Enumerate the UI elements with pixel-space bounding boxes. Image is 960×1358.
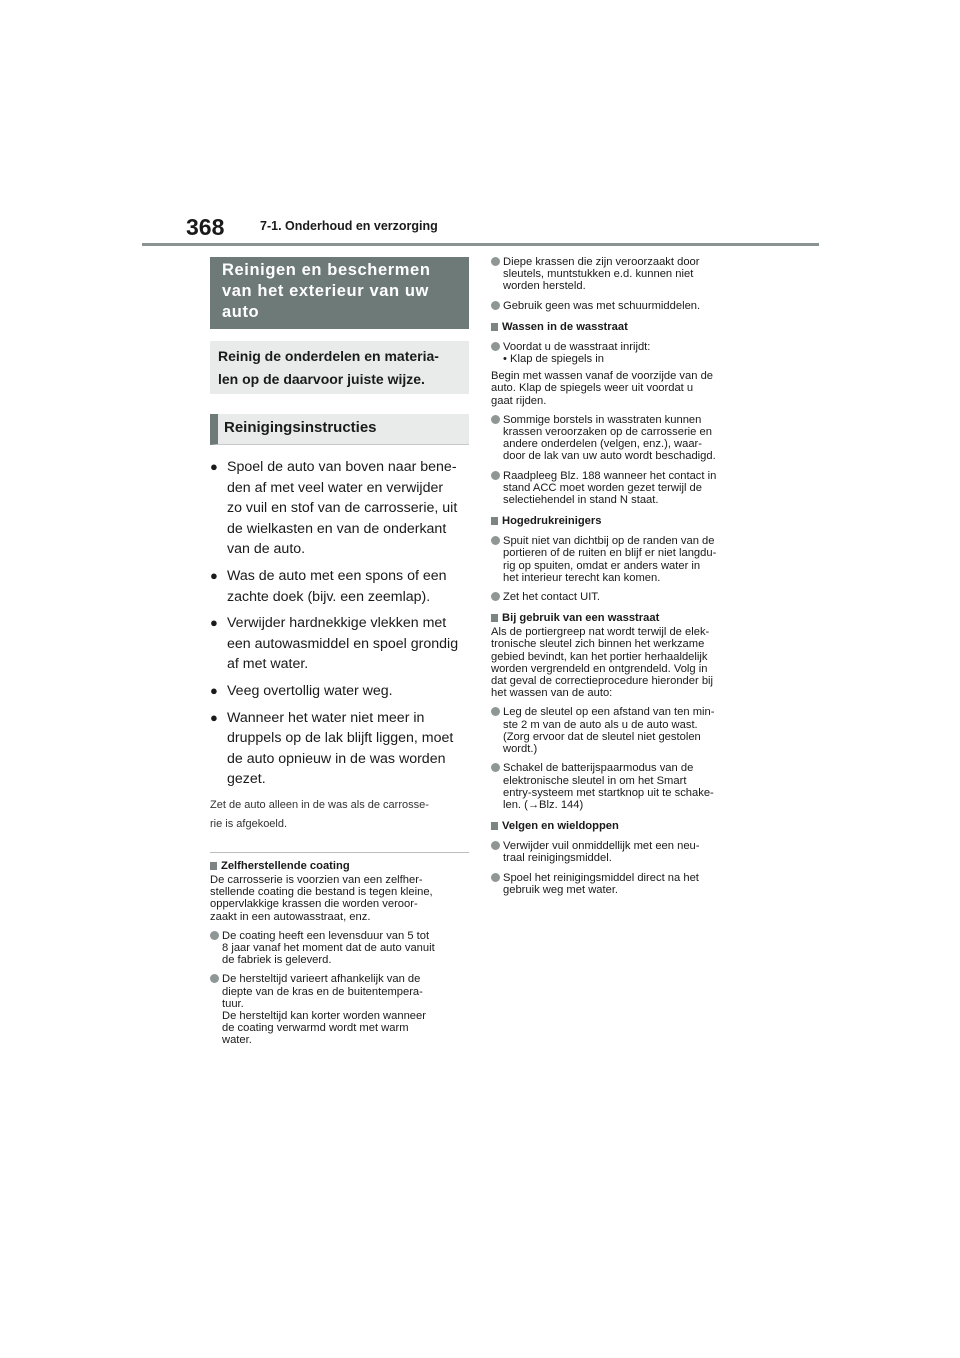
circle-bullet-icon [491,707,500,716]
circle-bullet-icon [491,873,500,882]
coating-paragraph: De carrosserie is voorzien van een zelfher- stellende coating die bestand is tegen kleine, oppervlakkige krassen die worden veroor- zaakt in een autowasstraat, enz. [210,873,433,923]
wash-paragraph: Begin met wassen vanaf de voorzijde van de auto. Klap de spiegels weer uit voordat u gaat rijden. [491,370,714,407]
list-item [210,457,469,560]
line: Spoel de auto van boven naar bene- [227,459,457,475]
line: gezet. [227,771,266,788]
list-item: Leg de sleutel op een afstand van ten min- ste 2 m van de auto als u de auto wast. (Zorg ervoor dat de sleutel niet gestolen wordt.) [491,706,753,755]
square-bullet-icon [491,614,498,622]
circle-bullet-icon [210,974,219,983]
coating-item: De hersteltijd varieert afhankelijk van de diepte van de kras en de buitentempera- tuur. De hersteltijd kan korter worden wanneer de coating verwarmd wordt met warm water. [210,973,469,1046]
line: Zet de auto alleen in de was als de carrosse- [210,798,429,811]
list-item: Zet het contact UIT. [491,591,753,603]
circle-bullet-icon [491,301,500,310]
bullet-icon: ● [210,682,218,698]
right-column [491,256,753,896]
intro-box [210,341,469,394]
bullet-icon: ● [210,709,218,725]
list-item: Diepe krassen die zijn veroorzaakt door sleutels, muntstukken e.d. kunnen niet worden hersteld. [491,256,753,293]
circle-bullet-icon [491,763,500,772]
list-item: Spuit niet van dichtbij op de randen van de portieren of de ruiten en blijf er niet langdu- rig op spuiten, omdat er anders water in het interieur terecht kan komen. [491,535,753,584]
bullet-icon: ● [210,567,218,583]
square-bullet-icon [491,517,498,525]
line: zo vuil en stof van de carrosserie, uit [227,500,458,517]
bullet-icon: ● [210,615,218,631]
list-item [210,681,469,702]
list-item: Voordat u de wasstraat inrijdt: • Klap de spiegels in [491,341,753,365]
list-item [210,708,469,790]
pressure-heading: Hogedrukreinigers [491,514,753,528]
line: Was de auto met een spons of een [227,567,447,584]
line: druppels op de lak blijft liggen, moet [227,730,454,747]
list-item: Spoel het reinigingsmiddel direct na het gebruik weg met water. [491,872,753,896]
divider [210,852,469,853]
list-item: Sommige borstels in wasstraten kunnen krassen veroorzaken op de carrosserie en andere onderdelen (velgen, enz.), waar- door de lak van uw auto wordt beschadigd. [491,414,753,463]
list-item: Verwijder vuil onmiddellijk met een neu- traal reinigingsmiddel. [491,840,753,864]
note [210,796,469,834]
main-heading-line: Reinigen en beschermen [222,261,431,279]
line: den af met veel water en verwijder [227,479,444,496]
wash-heading: Wassen in de wasstraat [491,320,753,334]
line: Veeg overtollig water weg. [227,682,393,699]
circle-bullet-icon [491,415,500,424]
line: rie is afgekoeld. [210,817,288,830]
circle-bullet-icon [491,257,500,266]
instruction-list [210,457,469,790]
line: Wanneer het water niet meer in [227,709,425,726]
wheels-heading: Velgen en wieldoppen [491,819,753,833]
main-heading [210,257,469,329]
carwash-heading: Bij gebruik van een wasstraat [491,611,753,625]
sub-heading: Reinigingsinstructies [210,414,469,445]
square-bullet-icon [491,323,498,331]
line: een autowasmiddel en spoel grondig [227,635,459,652]
intro-line: len op de daarvoor juiste wijze. [218,371,425,387]
left-column [210,257,469,1047]
main-heading-line: auto [222,303,260,321]
list-item: Schakel de batterijspaarmodus van de elektronische sleutel in om het Smart entry-systeem met startknop uit te schake- len. (→Blz. 144) [491,762,753,811]
section-title: 7-1. Onderhoud en verzorging [260,219,438,233]
coating-item: De coating heeft een levensduur van 5 tot 8 jaar vanaf het moment dat de auto vanuit de fabriek is geleverd. [210,930,469,967]
list-item [210,613,469,675]
circle-bullet-icon [491,592,500,601]
main-heading-line: van het exterieur van uw [222,282,429,300]
square-bullet-icon [491,822,498,830]
coating-heading: Zelfherstellende coating [210,859,469,873]
header-rule [142,243,819,246]
list-item [210,566,469,607]
circle-bullet-icon [210,931,219,940]
carwash-paragraph: Als de portiergreep nat wordt terwijl de elek- tronische sleutel zich binnen het werkzame gebied bevindt, kan het portier herhaaldelijk worden vergrendeld en ontgrendeld. Volg in dat geval de correctieprocedure hieronder bij het wassen van de auto: [491,626,714,700]
line: de auto opnieuw in de was worden [227,750,446,767]
line: Verwijder hardnekkige vlekken met [227,615,447,632]
line: de wielkasten en van de onderkant [227,520,447,537]
circle-bullet-icon [491,471,500,480]
list-item: Gebruik geen was met schuurmiddelen. [491,300,753,312]
circle-bullet-icon [491,536,500,545]
intro-line: Reinig de onderdelen en materia- [218,348,439,364]
line: van de auto. [227,541,306,558]
line: zachte doek (bijv. een zeemlap). [227,588,431,605]
line: af met water. [227,656,309,673]
circle-bullet-icon [491,342,500,351]
page-number: 368 [186,214,225,240]
square-bullet-icon [210,862,217,870]
bullet-icon: ● [210,459,218,474]
circle-bullet-icon [491,841,500,850]
list-item: Raadpleeg Blz. 188 wanneer het contact in stand ACC moet worden gezet terwijl de selectiehendel in stand N staat. [491,470,753,507]
